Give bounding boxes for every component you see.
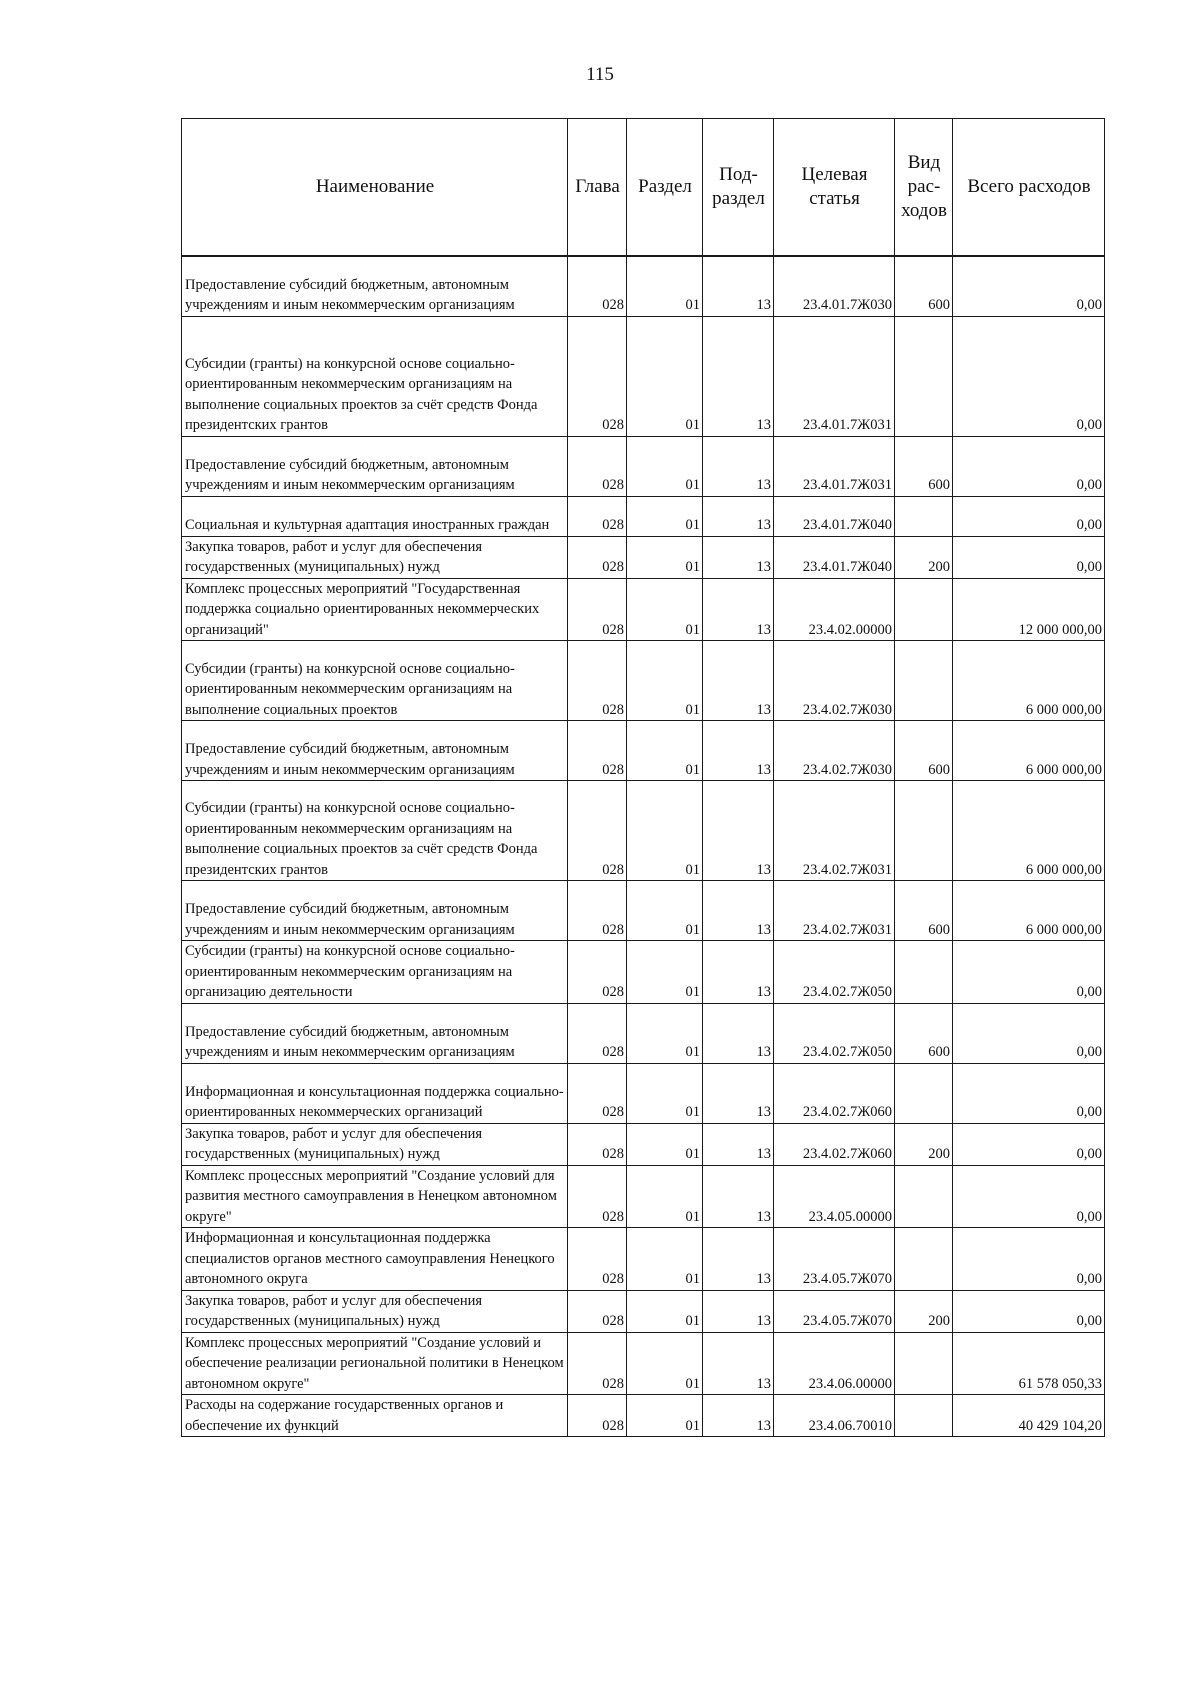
cell-target-article: 23.4.01.7Ж040	[774, 536, 895, 578]
cell-name: Информационная и консультационная поддержка социально-ориентированных некоммерческих организаций	[182, 1063, 568, 1123]
cell-expense-type: 600	[895, 256, 953, 316]
header-subsection: Под- раздел	[703, 119, 774, 257]
cell-name: Субсидии (гранты) на конкурсной основе социально-ориентированным некоммерческим организациям на выполнение социальных проектов за счёт средств Фонда президентских грантов	[182, 316, 568, 436]
cell-subsection: 13	[703, 1332, 774, 1395]
cell-subsection: 13	[703, 536, 774, 578]
cell-total: 6 000 000,00	[953, 641, 1105, 721]
cell-subsection: 13	[703, 436, 774, 496]
cell-subsection: 13	[703, 1003, 774, 1063]
cell-expense-type	[895, 641, 953, 721]
cell-subsection: 13	[703, 1123, 774, 1165]
cell-section: 01	[627, 1332, 703, 1395]
cell-name: Комплекс процессных мероприятий "Создание условий для развития местного самоуправления в Ненецком автономном округе"	[182, 1165, 568, 1228]
cell-chapter: 028	[568, 1063, 627, 1123]
cell-chapter: 028	[568, 1165, 627, 1228]
cell-chapter: 028	[568, 721, 627, 781]
cell-target-article: 23.4.01.7Ж030	[774, 256, 895, 316]
cell-section: 01	[627, 1290, 703, 1332]
cell-subsection: 13	[703, 781, 774, 881]
cell-name: Предоставление субсидий бюджетным, автономным учреждениям и иным некоммерческим организациям	[182, 256, 568, 316]
cell-name: Субсидии (гранты) на конкурсной основе социально-ориентированным некоммерческим организациям на выполнение социальных проектов за счёт средств Фонда президентских грантов	[182, 781, 568, 881]
cell-chapter: 028	[568, 1003, 627, 1063]
cell-target-article: 23.4.06.00000	[774, 1332, 895, 1395]
table-header	[182, 119, 1105, 257]
cell-expense-type: 600	[895, 436, 953, 496]
table-row	[182, 1228, 1105, 1291]
cell-total: 6 000 000,00	[953, 721, 1105, 781]
header-target-article: Целевая статья	[774, 119, 895, 257]
table-row	[182, 1332, 1105, 1395]
cell-chapter: 028	[568, 256, 627, 316]
cell-expense-type: 200	[895, 1123, 953, 1165]
cell-total: 0,00	[953, 256, 1105, 316]
cell-expense-type	[895, 781, 953, 881]
table-row	[182, 436, 1105, 496]
table-row	[182, 496, 1105, 536]
table-row	[182, 578, 1105, 641]
cell-section: 01	[627, 781, 703, 881]
cell-total: 0,00	[953, 496, 1105, 536]
cell-name: Комплекс процессных мероприятий "Создание условий и обеспечение реализации региональной политики в Ненецком автономном округе"	[182, 1332, 568, 1395]
cell-section: 01	[627, 941, 703, 1004]
cell-total: 0,00	[953, 1003, 1105, 1063]
cell-expense-type	[895, 578, 953, 641]
cell-target-article: 23.4.05.7Ж070	[774, 1290, 895, 1332]
cell-name: Закупка товаров, работ и услуг для обеспечения государственных (муниципальных) нужд	[182, 536, 568, 578]
cell-expense-type	[895, 941, 953, 1004]
table-row	[182, 641, 1105, 721]
table-row	[182, 1165, 1105, 1228]
cell-name: Информационная и консультационная поддержка специалистов органов местного самоуправления Ненецкого автономного округа	[182, 1228, 568, 1291]
table-row	[182, 316, 1105, 436]
table-row	[182, 256, 1105, 316]
table-row	[182, 881, 1105, 941]
cell-subsection: 13	[703, 1165, 774, 1228]
cell-section: 01	[627, 1123, 703, 1165]
header-chapter: Глава	[568, 119, 627, 257]
cell-chapter: 028	[568, 1228, 627, 1291]
table-row	[182, 1063, 1105, 1123]
cell-chapter: 028	[568, 881, 627, 941]
cell-total: 0,00	[953, 1228, 1105, 1291]
cell-target-article: 23.4.02.7Ж031	[774, 781, 895, 881]
cell-total: 6 000 000,00	[953, 781, 1105, 881]
cell-chapter: 028	[568, 578, 627, 641]
cell-expense-type	[895, 496, 953, 536]
cell-target-article: 23.4.02.7Ж060	[774, 1123, 895, 1165]
cell-name: Предоставление субсидий бюджетным, автономным учреждениям и иным некоммерческим организациям	[182, 721, 568, 781]
cell-target-article: 23.4.05.7Ж070	[774, 1228, 895, 1291]
cell-subsection: 13	[703, 941, 774, 1004]
cell-subsection: 13	[703, 1228, 774, 1291]
cell-section: 01	[627, 578, 703, 641]
cell-subsection: 13	[703, 1395, 774, 1437]
cell-expense-type	[895, 1332, 953, 1395]
table-row	[182, 941, 1105, 1004]
cell-chapter: 028	[568, 941, 627, 1004]
cell-subsection: 13	[703, 578, 774, 641]
cell-subsection: 13	[703, 1063, 774, 1123]
cell-expense-type	[895, 1063, 953, 1123]
cell-total: 0,00	[953, 1063, 1105, 1123]
cell-name: Комплекс процессных мероприятий "Государственная поддержка социально ориентированных некоммерческих организаций"	[182, 578, 568, 641]
cell-expense-type	[895, 1228, 953, 1291]
cell-target-article: 23.4.02.7Ж030	[774, 721, 895, 781]
cell-expense-type: 600	[895, 1003, 953, 1063]
cell-section: 01	[627, 1063, 703, 1123]
cell-name: Субсидии (гранты) на конкурсной основе социально-ориентированным некоммерческим организациям на организацию деятельности	[182, 941, 568, 1004]
cell-total: 61 578 050,33	[953, 1332, 1105, 1395]
cell-expense-type: 200	[895, 1290, 953, 1332]
cell-subsection: 13	[703, 721, 774, 781]
cell-expense-type	[895, 316, 953, 436]
cell-target-article: 23.4.02.00000	[774, 578, 895, 641]
table-body	[182, 256, 1105, 1437]
cell-subsection: 13	[703, 1290, 774, 1332]
cell-section: 01	[627, 1228, 703, 1291]
cell-total: 0,00	[953, 1290, 1105, 1332]
header-section: Раздел	[627, 119, 703, 257]
cell-subsection: 13	[703, 316, 774, 436]
page-number: 115	[586, 64, 614, 85]
cell-chapter: 028	[568, 781, 627, 881]
cell-target-article: 23.4.01.7Ж040	[774, 496, 895, 536]
cell-target-article: 23.4.05.00000	[774, 1165, 895, 1228]
cell-name: Социальная и культурная адаптация иностранных граждан	[182, 496, 568, 536]
cell-expense-type: 600	[895, 881, 953, 941]
cell-expense-type: 600	[895, 721, 953, 781]
cell-target-article: 23.4.02.7Ж031	[774, 881, 895, 941]
cell-target-article: 23.4.02.7Ж030	[774, 641, 895, 721]
cell-section: 01	[627, 1165, 703, 1228]
cell-total: 0,00	[953, 941, 1105, 1004]
budget-table	[181, 118, 1105, 1437]
cell-total: 40 429 104,20	[953, 1395, 1105, 1437]
cell-section: 01	[627, 436, 703, 496]
cell-target-article: 23.4.01.7Ж031	[774, 436, 895, 496]
cell-total: 6 000 000,00	[953, 881, 1105, 941]
cell-subsection: 13	[703, 641, 774, 721]
table-row	[182, 536, 1105, 578]
cell-section: 01	[627, 1395, 703, 1437]
cell-expense-type	[895, 1395, 953, 1437]
cell-section: 01	[627, 721, 703, 781]
cell-name: Закупка товаров, работ и услуг для обеспечения государственных (муниципальных) нужд	[182, 1290, 568, 1332]
cell-chapter: 028	[568, 1123, 627, 1165]
cell-name: Предоставление субсидий бюджетным, автономным учреждениям и иным некоммерческим организациям	[182, 1003, 568, 1063]
cell-subsection: 13	[703, 881, 774, 941]
cell-target-article: 23.4.02.7Ж060	[774, 1063, 895, 1123]
cell-name: Закупка товаров, работ и услуг для обеспечения государственных (муниципальных) нужд	[182, 1123, 568, 1165]
cell-chapter: 028	[568, 1290, 627, 1332]
cell-subsection: 13	[703, 496, 774, 536]
cell-name: Субсидии (гранты) на конкурсной основе социально-ориентированным некоммерческим организациям на выполнение социальных проектов	[182, 641, 568, 721]
cell-target-article: 23.4.02.7Ж050	[774, 1003, 895, 1063]
cell-name: Предоставление субсидий бюджетным, автономным учреждениям и иным некоммерческим организациям	[182, 436, 568, 496]
cell-total: 0,00	[953, 1123, 1105, 1165]
table-row	[182, 721, 1105, 781]
cell-expense-type: 200	[895, 536, 953, 578]
cell-section: 01	[627, 536, 703, 578]
cell-section: 01	[627, 881, 703, 941]
table-row	[182, 1123, 1105, 1165]
cell-chapter: 028	[568, 1395, 627, 1437]
cell-name: Предоставление субсидий бюджетным, автономным учреждениям и иным некоммерческим организациям	[182, 881, 568, 941]
cell-name: Расходы на содержание государственных органов и обеспечение их функций	[182, 1395, 568, 1437]
header-expense-type: Вид рас- ходов	[895, 119, 953, 257]
cell-total: 0,00	[953, 536, 1105, 578]
cell-chapter: 028	[568, 496, 627, 536]
table-row	[182, 1003, 1105, 1063]
cell-total: 0,00	[953, 1165, 1105, 1228]
cell-total: 0,00	[953, 436, 1105, 496]
table-row	[182, 781, 1105, 881]
cell-chapter: 028	[568, 436, 627, 496]
cell-target-article: 23.4.06.70010	[774, 1395, 895, 1437]
table-row	[182, 1395, 1105, 1437]
header-total-expenses: Всего расходов	[953, 119, 1105, 257]
cell-section: 01	[627, 496, 703, 536]
cell-expense-type	[895, 1165, 953, 1228]
cell-section: 01	[627, 1003, 703, 1063]
cell-chapter: 028	[568, 316, 627, 436]
table-row	[182, 1290, 1105, 1332]
cell-target-article: 23.4.02.7Ж050	[774, 941, 895, 1004]
cell-subsection: 13	[703, 256, 774, 316]
cell-total: 12 000 000,00	[953, 578, 1105, 641]
cell-total: 0,00	[953, 316, 1105, 436]
header-name: Наименование	[182, 119, 568, 257]
cell-chapter: 028	[568, 1332, 627, 1395]
cell-section: 01	[627, 316, 703, 436]
cell-section: 01	[627, 641, 703, 721]
cell-chapter: 028	[568, 641, 627, 721]
cell-section: 01	[627, 256, 703, 316]
cell-target-article: 23.4.01.7Ж031	[774, 316, 895, 436]
cell-chapter: 028	[568, 536, 627, 578]
